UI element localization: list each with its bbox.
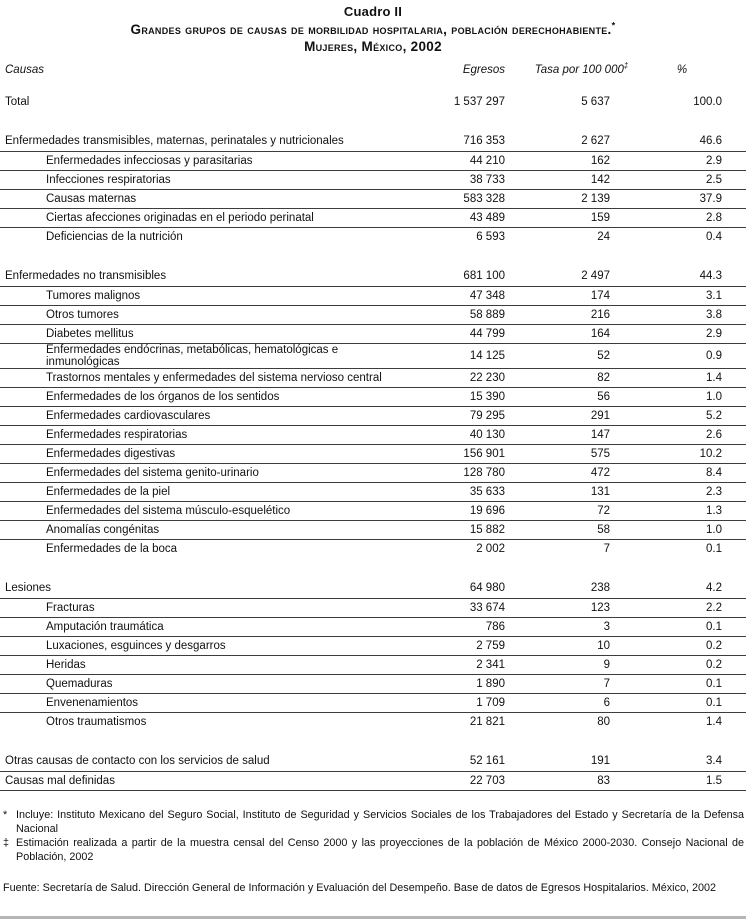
cell-causa: Total: [5, 95, 30, 108]
cell-tasa: 2 497: [581, 270, 610, 283]
table-row: [0, 387, 746, 406]
cell-egresos: 15 390: [414, 387, 529, 406]
cell-egresos: 1 890: [414, 674, 529, 693]
cell-tasa: 3: [529, 617, 634, 636]
cell-tasa: 291: [529, 406, 634, 425]
cell-tasa: 82: [529, 368, 634, 387]
cell-egresos: 156 901: [414, 444, 529, 463]
cell-pct: 3.4: [706, 755, 722, 768]
table-row: [0, 444, 746, 463]
cell-pct: 1.0: [634, 387, 746, 406]
cell-egresos: 40 130: [414, 425, 529, 444]
cell-tasa: 58: [529, 520, 634, 539]
cell-egresos: 44 210: [414, 151, 529, 170]
table-row: [0, 693, 746, 712]
cell-egresos: 6 593: [414, 227, 529, 246]
table-body: [0, 92, 746, 790]
cell-causa: Enfermedades infecciosas y parasitarias: [0, 151, 414, 170]
table-row: [0, 324, 746, 343]
footnote-text: Incluye: Instituto Mexicano del Seguro Social, Instituto de Seguridad y Servicios Sociales de los Trabajadores del Estado y Secretaría de la Defensa Nacional: [16, 808, 744, 835]
cell-egresos: 43 489: [414, 208, 529, 227]
cell-tasa: 147: [529, 425, 634, 444]
cell-pct: 0.1: [634, 693, 746, 712]
table-title: [0, 22, 746, 37]
cell-causa: Ciertas afecciones originadas en el periodo perinatal: [0, 208, 414, 227]
table-row: [0, 227, 746, 246]
cell-causa: Amputación traumática: [0, 617, 414, 636]
table-row: [0, 501, 746, 520]
cell-tasa: 123: [529, 598, 634, 617]
cell-causa: Enfermedades del sistema genito-urinario: [0, 463, 414, 482]
table-row: [0, 246, 746, 286]
table-row: [0, 208, 746, 227]
cell-tasa: 164: [529, 324, 634, 343]
table-row: [0, 170, 746, 189]
table-row: [0, 712, 746, 731]
cell-pct: 0.1: [634, 539, 746, 558]
cell-egresos: 1 709: [414, 693, 529, 712]
table-row: [0, 617, 746, 636]
cell-pct: 1.4: [634, 368, 746, 387]
cell-tasa: 472: [529, 463, 634, 482]
cell-causa: Fracturas: [0, 598, 414, 617]
cell-causa: Quemaduras: [0, 674, 414, 693]
col-header-tasa-footnote-marker: ‡: [623, 61, 629, 71]
cell-egresos: 38 733: [414, 170, 529, 189]
table-row: [0, 189, 746, 208]
cell-tasa: 52: [529, 343, 634, 368]
cell-egresos: 19 696: [414, 501, 529, 520]
morbidity-table: [0, 61, 746, 791]
table-row: [0, 598, 746, 617]
cell-pct: 2.3: [634, 482, 746, 501]
cell-causa: Lesiones: [5, 582, 52, 595]
cell-egresos: 2 341: [414, 655, 529, 674]
cell-tasa: 2 139: [529, 189, 634, 208]
table-row: [0, 406, 746, 425]
cell-tasa: 191: [590, 755, 610, 768]
cell-egresos: 79 295: [414, 406, 529, 425]
source-note: Fuente: Secretaría de Salud. Dirección General de Información y Evaluación del Desempeño. Base de datos de Egresos Hospitalarios. México, 2002: [3, 881, 716, 894]
cell-causa: Enfermedades de la piel: [0, 482, 414, 501]
cell-tasa: 142: [529, 170, 634, 189]
cell-pct: 10.2: [634, 444, 746, 463]
cell-egresos: 14 125: [414, 343, 529, 368]
cell-tasa: 24: [529, 227, 634, 246]
cell-causa: Enfermedades del sistema músculo-esquelético: [0, 501, 414, 520]
cell-causa: Enfermedades no transmisibles: [5, 270, 167, 283]
cell-egresos: 583 328: [414, 189, 529, 208]
table-row: [0, 92, 746, 111]
cell-egresos: 64 980: [469, 582, 505, 595]
table-row: [0, 368, 746, 387]
cell-tasa: 131: [529, 482, 634, 501]
cell-pct: 1.0: [634, 520, 746, 539]
cell-egresos: 22 230: [414, 368, 529, 387]
cell-pct: 2.8: [634, 208, 746, 227]
cell-causa: Causas maternas: [0, 189, 414, 208]
cell-egresos: 33 674: [414, 598, 529, 617]
cell-causa: Diabetes mellitus: [0, 324, 414, 343]
table-row: [0, 482, 746, 501]
cell-tasa: 238: [590, 582, 610, 595]
cell-tasa: 216: [529, 305, 634, 324]
table-row: [0, 539, 746, 558]
col-header-tasa: [529, 61, 634, 92]
table-row: [0, 771, 746, 790]
cell-causa: Luxaciones, esguinces y desgarros: [0, 636, 414, 655]
col-header-causas: Causas: [5, 64, 44, 76]
col-header-egresos: Egresos: [462, 64, 505, 76]
footnote-marker: *: [3, 808, 8, 821]
cell-pct: 0.9: [634, 343, 746, 368]
cell-pct: 0.1: [634, 674, 746, 693]
cell-causa: Otras causas de contacto con los servicios de salud: [5, 755, 270, 768]
cell-causa: Otros tumores: [0, 305, 414, 324]
cell-pct: 2.5: [634, 170, 746, 189]
cell-tasa: 72: [529, 501, 634, 520]
cell-egresos: 716 353: [463, 135, 505, 148]
cell-tasa: 2 627: [581, 135, 610, 148]
table-row: [0, 286, 746, 305]
table-row: [0, 305, 746, 324]
cell-egresos: 786: [414, 617, 529, 636]
table-number: Cuadro II: [343, 4, 403, 19]
cell-egresos: 52 161: [469, 755, 505, 768]
cell-pct: 100.0: [693, 95, 722, 108]
cell-egresos: 58 889: [414, 305, 529, 324]
table-row: [0, 520, 746, 539]
footnotes: [0, 808, 746, 864]
cell-causa: Deficiencias de la nutrición: [0, 227, 414, 246]
cell-causa: Enfermedades transmisibles, maternas, perinatales y nutricionales: [5, 135, 344, 148]
cell-tasa: 162: [529, 151, 634, 170]
cell-pct: 3.1: [634, 286, 746, 305]
table-row: [0, 111, 746, 151]
cell-causa: Envenenamientos: [0, 693, 414, 712]
cell-tasa: 10: [529, 636, 634, 655]
cell-tasa: 159: [529, 208, 634, 227]
footnote-text: Estimación realizada a partir de la muestra censal del Censo 2000 y las proyecciones de la población de México 2000-2030. Consejo Nacional de Población, 2002: [16, 836, 744, 863]
cell-pct: 0.2: [634, 636, 746, 655]
footnote: [0, 836, 746, 864]
cell-tasa: 5 637: [581, 95, 610, 108]
cell-pct: 8.4: [634, 463, 746, 482]
cell-egresos: 2 759: [414, 636, 529, 655]
cell-causa: Tumores malignos: [0, 286, 414, 305]
cell-pct: 1.3: [634, 501, 746, 520]
bottom-rule: [0, 916, 746, 919]
table-row: [0, 151, 746, 170]
cell-causa: Otros traumatismos: [0, 712, 414, 731]
cell-egresos: 35 633: [414, 482, 529, 501]
cell-tasa: 83: [529, 771, 634, 790]
cell-pct: 5.2: [634, 406, 746, 425]
col-header-pct: %: [676, 64, 688, 76]
cell-pct: 0.2: [634, 655, 746, 674]
cell-egresos: 21 821: [414, 712, 529, 731]
table-row: [0, 463, 746, 482]
cell-causa: Causas mal definidas: [0, 771, 414, 790]
cell-causa: Enfermedades de la boca: [0, 539, 414, 558]
cell-pct: 0.1: [634, 617, 746, 636]
cell-causa: Enfermedades digestivas: [0, 444, 414, 463]
cell-tasa: 575: [529, 444, 634, 463]
table-row: [0, 343, 746, 368]
footnote-marker: ‡: [3, 836, 10, 849]
cell-tasa: 174: [529, 286, 634, 305]
cell-tasa: 80: [529, 712, 634, 731]
cell-causa: Infecciones respiratorias: [0, 170, 414, 189]
table-subtitle: Mujeres, México, 2002: [304, 39, 442, 54]
cell-pct: 2.6: [634, 425, 746, 444]
cell-pct: 3.8: [634, 305, 746, 324]
cell-pct: 44.3: [699, 270, 722, 283]
cell-causa: Enfermedades respiratorias: [0, 425, 414, 444]
table-title-footnote-marker: *: [611, 20, 616, 31]
cell-pct: 2.9: [634, 324, 746, 343]
cell-causa: Trastornos mentales y enfermedades del sistema nervioso central: [0, 368, 414, 387]
cell-pct: 1.4: [634, 712, 746, 731]
table-row: [0, 636, 746, 655]
cell-causa: Heridas: [0, 655, 414, 674]
table-row: [0, 731, 746, 771]
cell-pct: 1.5: [634, 771, 746, 790]
cell-egresos: 2 002: [414, 539, 529, 558]
cell-tasa: 7: [529, 674, 634, 693]
cell-causa: Anomalías congénitas: [0, 520, 414, 539]
cell-egresos: 1 537 297: [453, 95, 505, 108]
cell-pct: 2.2: [634, 598, 746, 617]
cell-egresos: 128 780: [414, 463, 529, 482]
cell-pct: 4.2: [706, 582, 722, 595]
table-row: [0, 655, 746, 674]
cell-pct: 2.9: [634, 151, 746, 170]
cell-pct: 0.4: [634, 227, 746, 246]
table-header-row: [0, 64, 746, 92]
cell-pct: 37.9: [634, 189, 746, 208]
cell-causa: Enfermedades endócrinas, metabólicas, hematológicas e inmunológicas: [0, 343, 414, 368]
cell-tasa: 7: [529, 539, 634, 558]
cell-egresos: 22 703: [414, 771, 529, 790]
cell-egresos: 44 799: [414, 324, 529, 343]
cell-tasa: 56: [529, 387, 634, 406]
table-row: [0, 558, 746, 598]
cell-causa: Enfermedades cardiovasculares: [0, 406, 414, 425]
cell-pct: 46.6: [699, 135, 722, 148]
table-row: [0, 674, 746, 693]
cell-egresos: 15 882: [414, 520, 529, 539]
col-header-tasa-text: Tasa por 100 000: [534, 64, 624, 76]
cell-egresos: 681 100: [463, 270, 505, 283]
footnote: [0, 808, 746, 836]
title-block: [0, 0, 746, 54]
cell-egresos: 47 348: [414, 286, 529, 305]
cell-tasa: 6: [529, 693, 634, 712]
table-title-text: Grandes grupos de causas de morbilidad hospitalaria, población derechohabiente.: [130, 22, 612, 37]
table-row: [0, 425, 746, 444]
cell-tasa: 9: [529, 655, 634, 674]
cell-causa: Enfermedades de los órganos de los sentidos: [0, 387, 414, 406]
